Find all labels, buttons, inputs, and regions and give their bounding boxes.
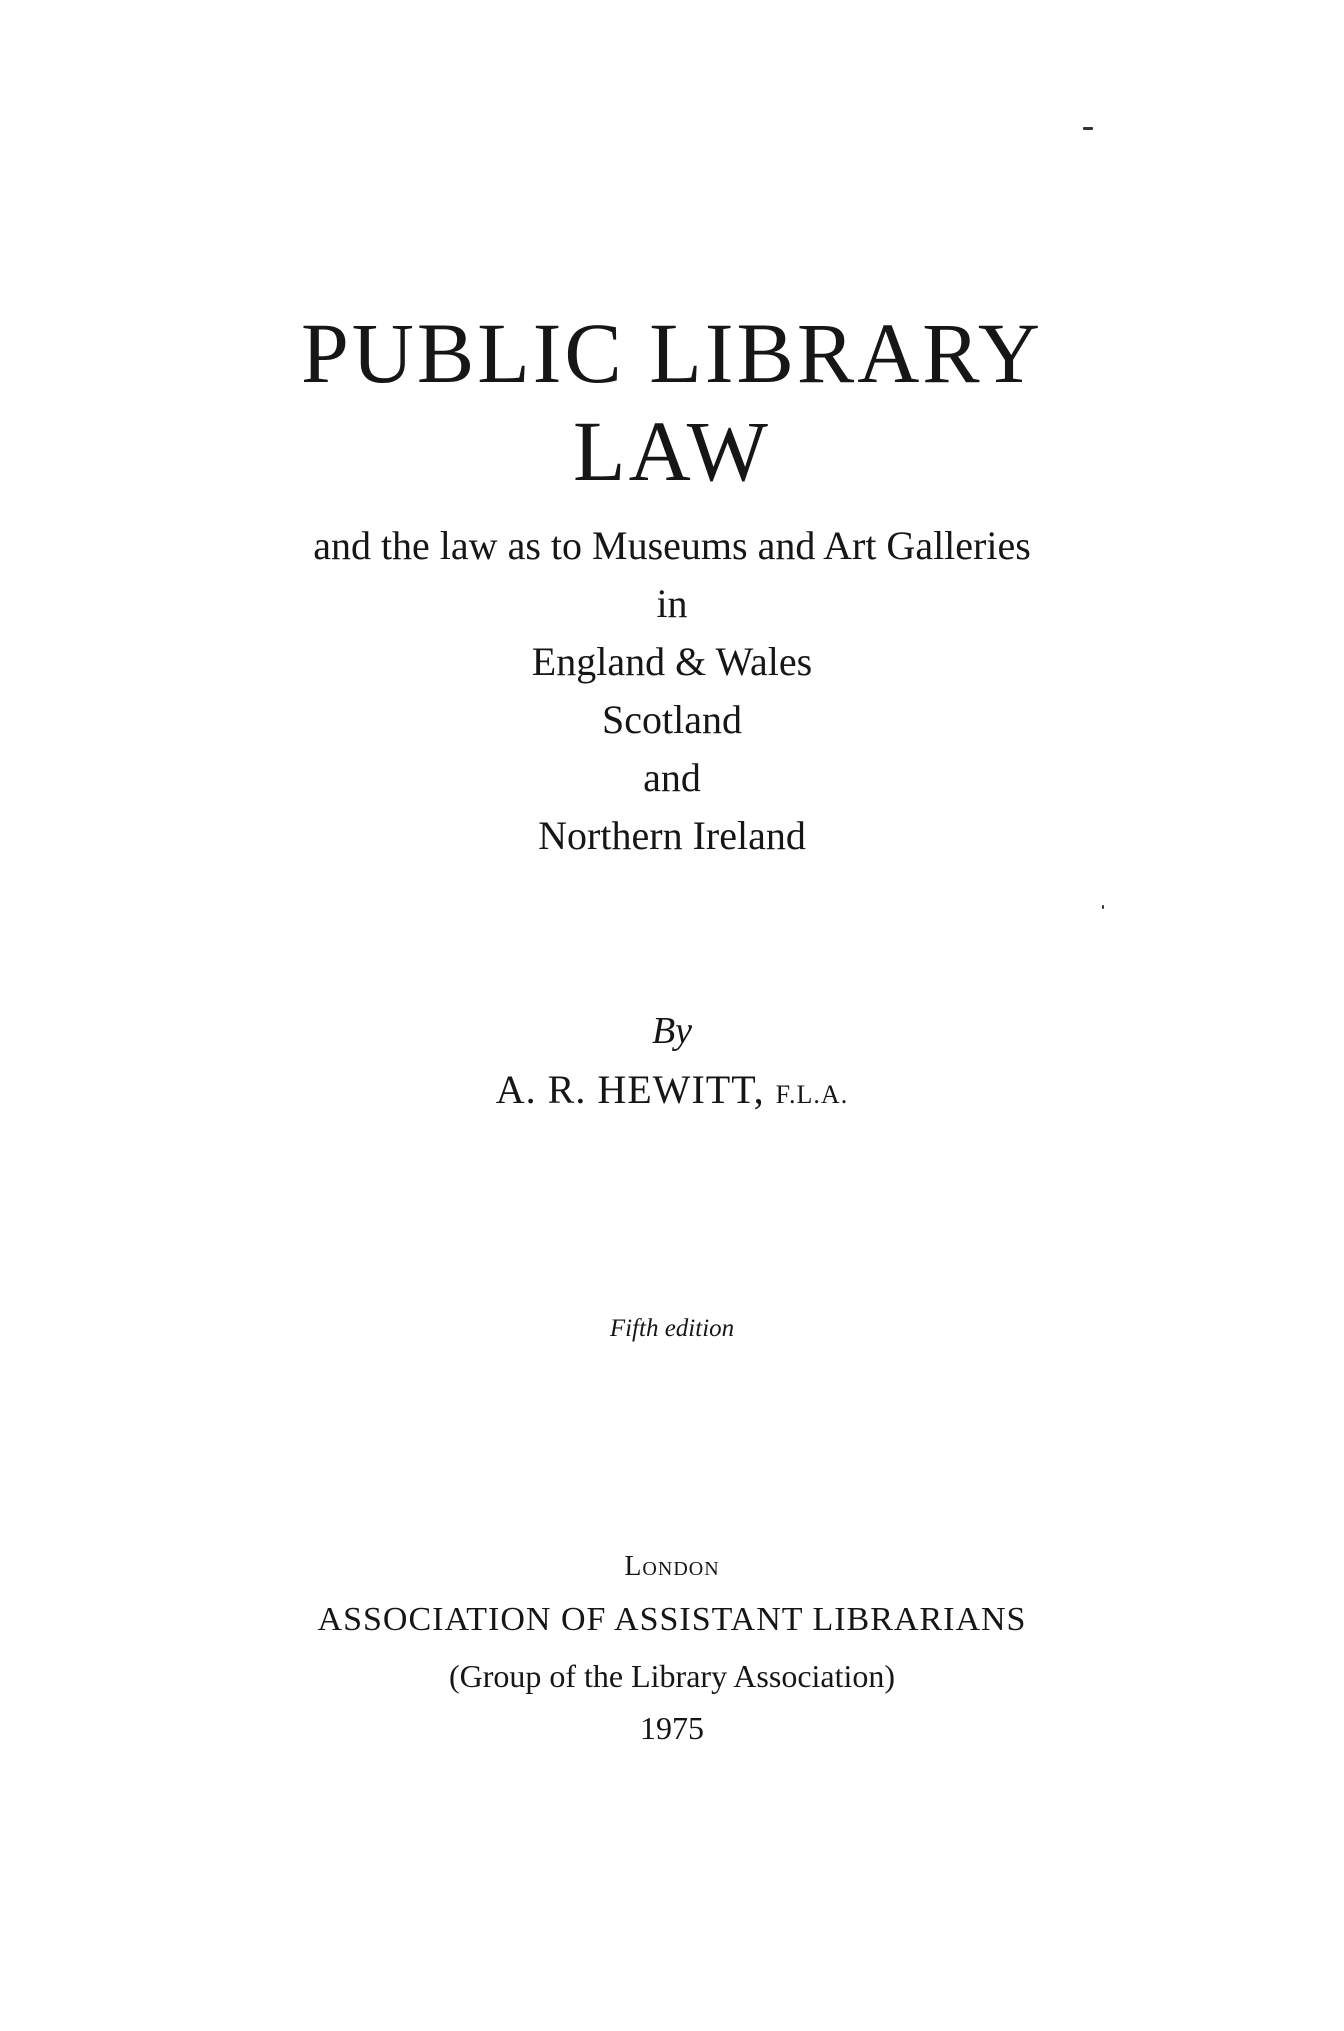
author-qualifications: F.L.A.: [775, 1080, 849, 1109]
subtitle-line-6: Northern Ireland: [538, 813, 806, 858]
title-line-1: PUBLIC LIBRARY: [300, 305, 1044, 401]
imprint-place: London: [624, 1551, 720, 1582]
imprint-year: 1975: [640, 1710, 704, 1746]
title-line-2: LAW: [573, 403, 771, 499]
subtitle-line-3: England & Wales: [531, 639, 813, 684]
subtitle-line-2: in: [656, 581, 688, 626]
subtitle-line-5: and: [643, 755, 701, 800]
imprint-group: (Group of the Library Association): [448, 1658, 896, 1694]
subtitle-line-1: and the law as to Museums and Art Galleries: [313, 523, 1031, 568]
imprint-publisher: ASSOCIATION OF ASSISTANT LIBRARIANS: [317, 1601, 1027, 1638]
author-line: [0, 1067, 1344, 1112]
edition-label: Fifth edition: [609, 1315, 735, 1342]
author-name: A. R. HEWITT,: [495, 1067, 765, 1112]
by-label: By: [651, 1010, 693, 1052]
subtitle-line-4: Scotland: [602, 697, 742, 742]
scan-speck: [1102, 905, 1104, 909]
scan-speck: [1083, 127, 1093, 130]
